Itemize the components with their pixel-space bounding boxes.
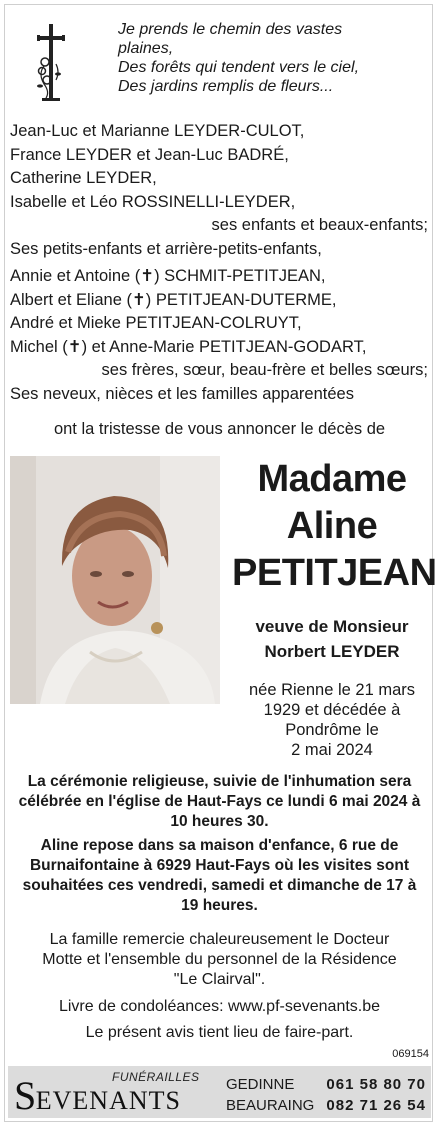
deceased-first-name: Aline xyxy=(286,505,378,547)
siblings-relation: ses frères, sœur, beau-frère et belles sœurs; xyxy=(101,361,428,379)
portrait-photo xyxy=(10,456,220,704)
logo-initial: S xyxy=(14,1073,36,1118)
condolences-info xyxy=(14,994,425,1046)
reference-number: 069154 xyxy=(392,1048,429,1060)
family-member: Jean-Luc et Marianne LEYDER-CULOT, xyxy=(10,122,305,140)
condolences-link[interactable]: Livre de condoléances: www.pf-sevenants.be xyxy=(58,998,381,1015)
ceremony-line: 10 heures 30. xyxy=(170,813,269,830)
sibling: Albert et Eliane (✝) PETITJEAN-DUTERME, xyxy=(10,290,337,309)
poem-line: Des forêts qui tendent vers le ciel, xyxy=(118,59,360,76)
visits-line: 19 heures. xyxy=(181,897,258,914)
date-line: 1929 et décédée à xyxy=(263,701,401,719)
deceased-title: Madame xyxy=(257,458,407,500)
widow-info xyxy=(232,614,432,664)
logo-name: EVENANTS xyxy=(35,1086,181,1115)
deceased-name xyxy=(232,456,437,597)
poem-line: Je prends le chemin des vastes xyxy=(118,21,343,38)
family-member: France LEYDER et Jean-Luc BADRÉ, xyxy=(10,145,289,164)
ceremony-info xyxy=(14,772,425,916)
contact-phone[interactable]: 082 71 26 54 xyxy=(326,1097,426,1114)
children-relation: ses enfants et beaux-enfants; xyxy=(211,216,428,234)
contact-city: GEDINNE xyxy=(226,1076,295,1093)
sibling: Michel (✝) et Anne-Marie PETITJEAN-GODART, xyxy=(10,337,367,356)
poem xyxy=(118,20,428,96)
funeral-home-banner xyxy=(8,1066,431,1118)
contact-city: BEAURAING xyxy=(226,1097,315,1114)
ceremony-line: célébrée en l'église de Haut-Fays ce lundi 6 mai 2024 à xyxy=(18,793,421,810)
widow-line: Norbert LEYDER xyxy=(264,642,400,661)
extended-family-line: Ses neveux, nièces et les familles apparentées xyxy=(10,384,354,403)
grandchildren-line: Ses petits-enfants et arrière-petits-enfants, xyxy=(10,239,322,258)
thanks-line: La famille remercie chaleureusement le Docteur xyxy=(49,931,390,948)
date-line: 2 mai 2024 xyxy=(291,741,373,759)
funeral-home-tagline: FUNÉRAILLES xyxy=(112,1070,200,1084)
contact-row xyxy=(226,1074,426,1095)
thanks-line: "Le Clairval". xyxy=(173,971,266,988)
thanks-line: Motte et l'ensemble du personnel de la Résidence xyxy=(42,951,397,968)
family-member: Isabelle et Léo ROSSINELLI-LEYDER, xyxy=(10,192,296,211)
notice-line: Le présent avis tient lieu de faire-part. xyxy=(85,1024,354,1041)
family-list xyxy=(10,120,430,406)
date-line: Pondrôme le xyxy=(285,721,379,739)
widow-line: veuve de Monsieur xyxy=(255,617,409,636)
funeral-home-contacts xyxy=(226,1074,426,1116)
visits-line: Burnaifontaine à 6929 Haut-Fays où les visites sont xyxy=(29,857,409,874)
poem-line: plaines, xyxy=(118,40,174,57)
contact-row xyxy=(226,1095,426,1116)
date-line: née Rienne le 21 mars xyxy=(248,681,415,699)
deceased-last-name: PETITJEAN xyxy=(232,552,437,594)
thanks-text xyxy=(14,930,425,990)
poem-line: Des jardins remplis de fleurs... xyxy=(118,78,334,95)
cross-with-roses-icon xyxy=(30,22,72,102)
birth-death-dates xyxy=(232,680,432,760)
sibling: Annie et Antoine (✝) SCHMIT-PETITJEAN, xyxy=(10,267,326,285)
announcement: ont la tristesse de vous annoncer le décès de xyxy=(53,420,386,438)
family-member: Catherine LEYDER, xyxy=(10,169,157,187)
visits-line: souhaitées ces vendredi, samedi et dimanche de 17 à xyxy=(22,877,417,894)
contact-phone[interactable]: 061 58 80 70 xyxy=(326,1076,426,1093)
visits-line: Aline repose dans sa maison d'enfance, 6 rue de xyxy=(40,837,399,854)
sibling: André et Mieke PETITJEAN-COLRUYT, xyxy=(10,314,302,332)
ceremony-line: La cérémonie religieuse, suivie de l'inhumation sera xyxy=(27,773,412,790)
